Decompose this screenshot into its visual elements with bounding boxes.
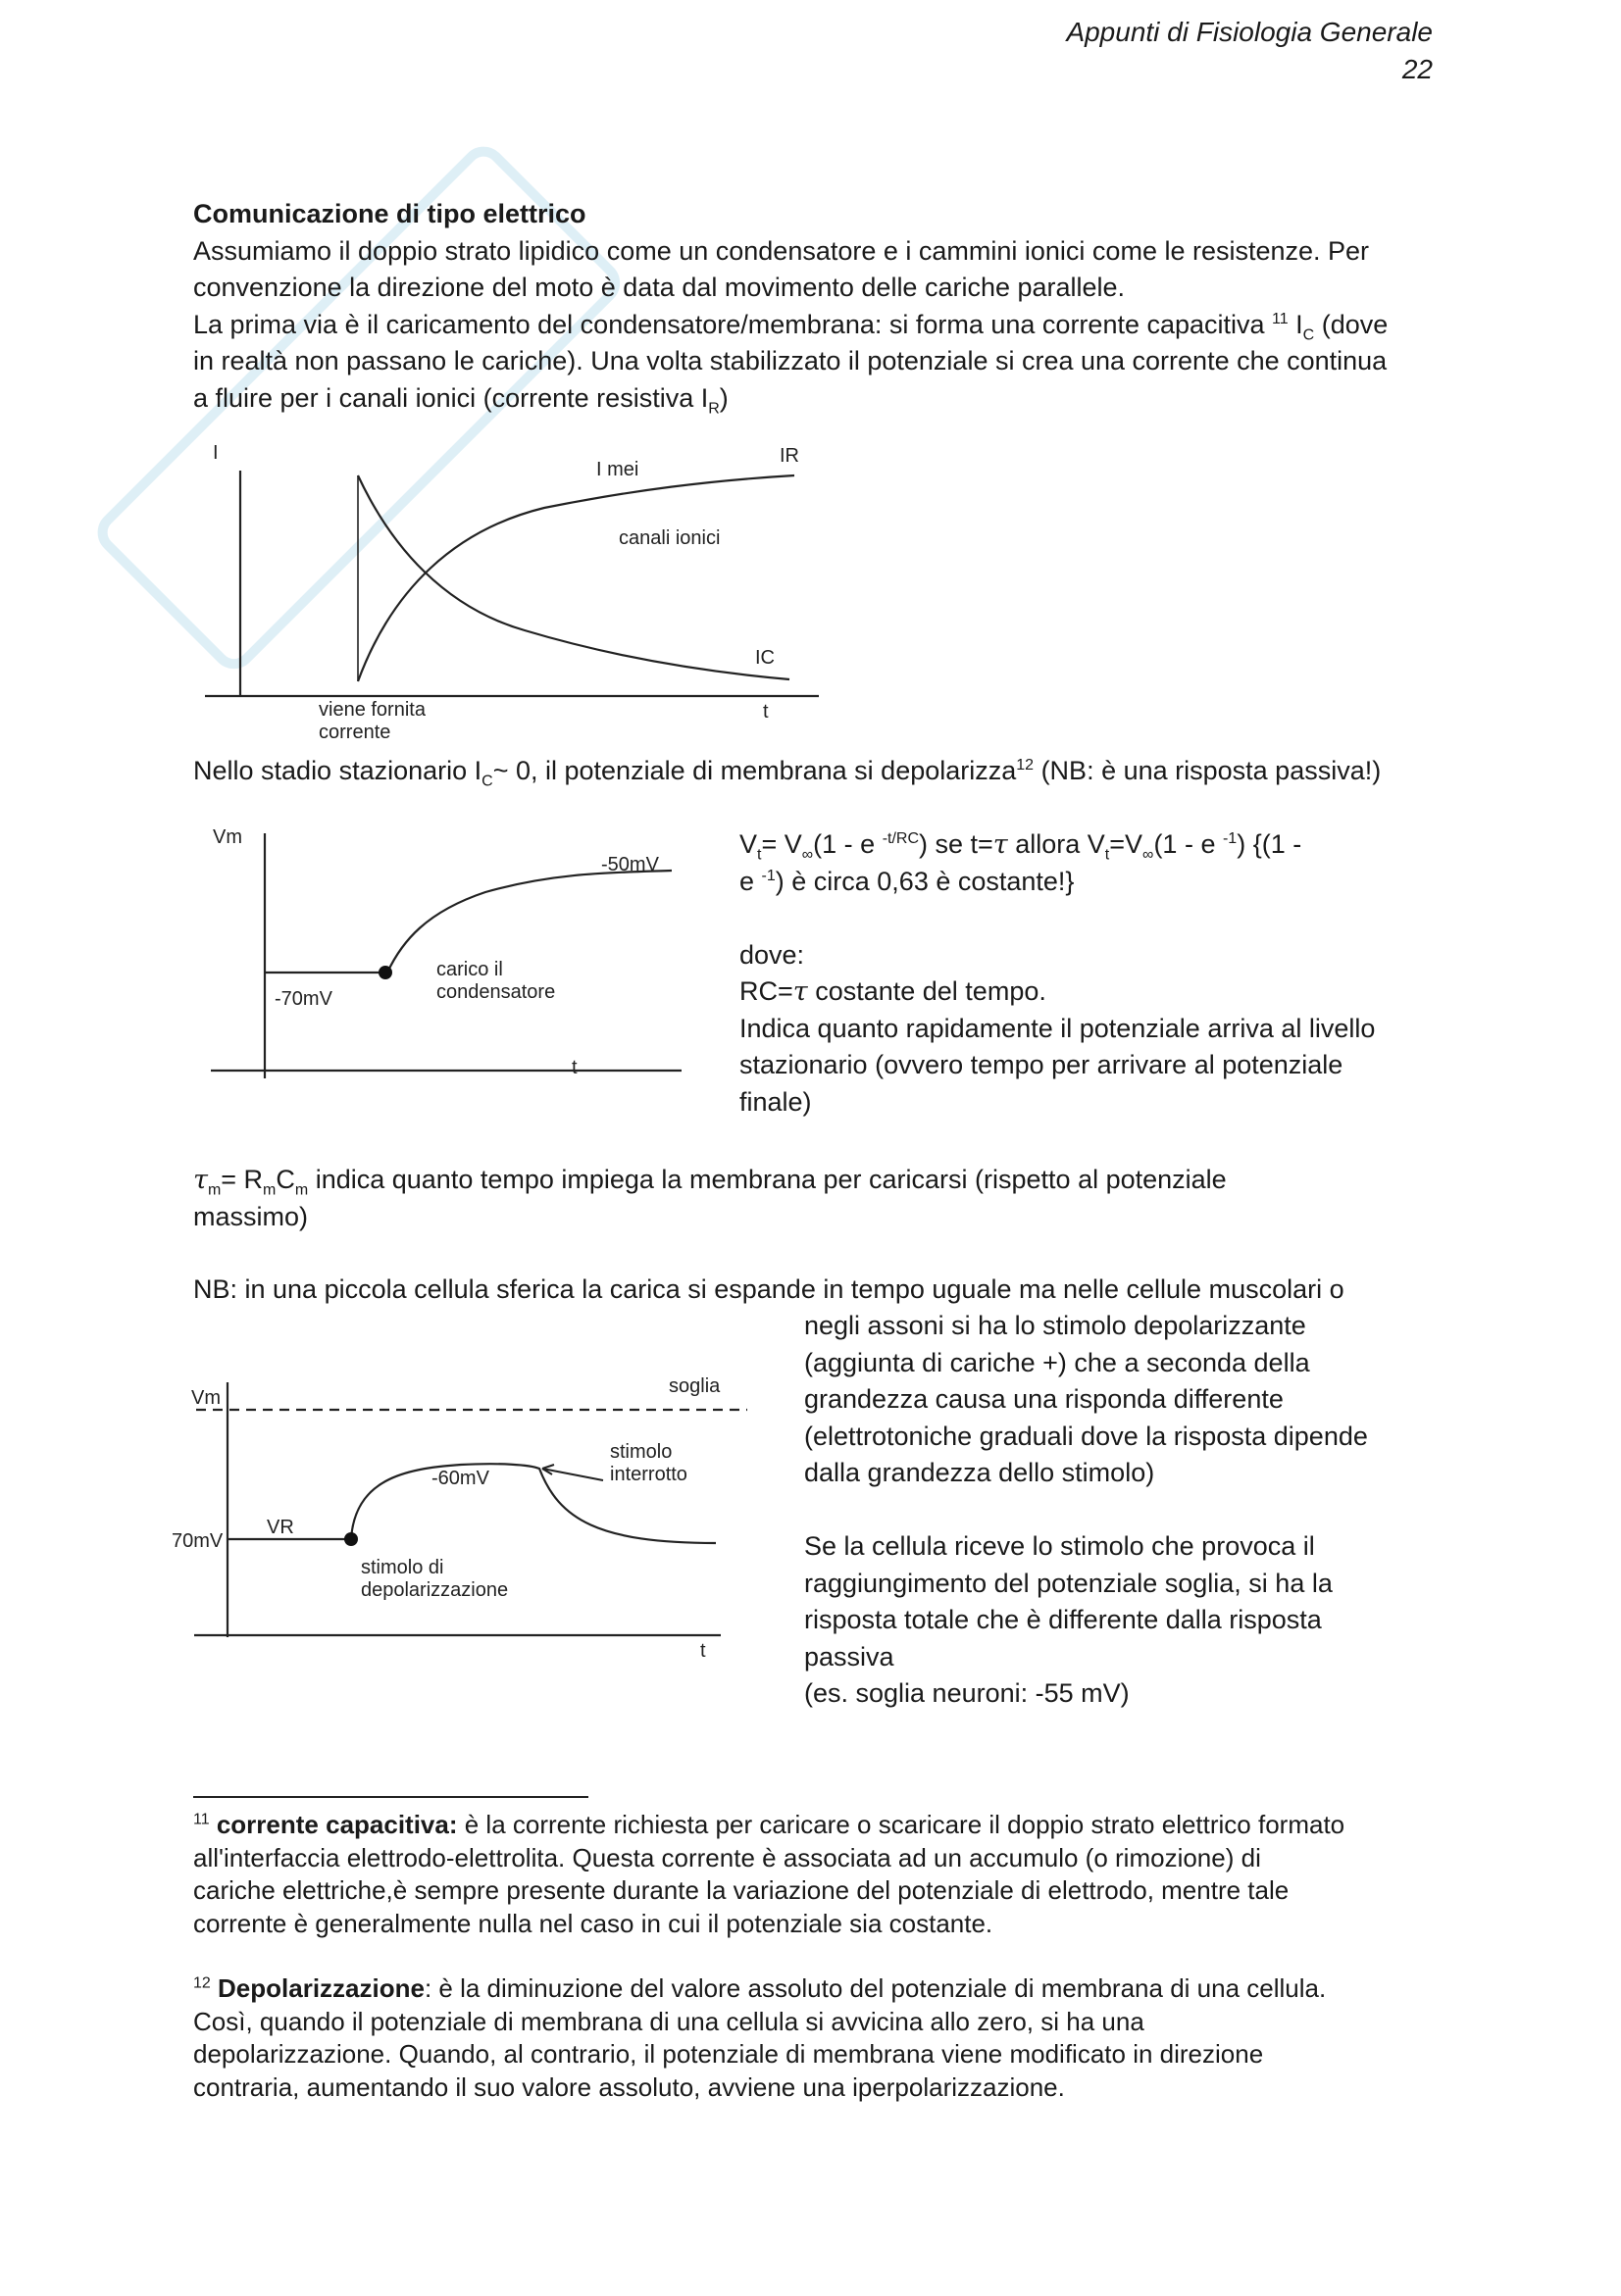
intro-line-5: a fluire per i canali ionici (corrente resistiva $I_R$) — [193, 382, 729, 417]
formula-indica-3: finale) — [739, 1086, 812, 1117]
figure-capacitive-current — [191, 431, 829, 755]
formula-rc: RC=τ costante del tempo. — [739, 976, 1046, 1007]
fig3-y-label: Vm — [191, 1387, 221, 1409]
fig1-ir-curve — [358, 475, 794, 681]
fig1-label-ir: IR — [780, 445, 799, 467]
intro-line-2: convenzione la direzione del moto è data dal movimento delle cariche parallele. — [193, 273, 1126, 302]
fig2-stimulus-point — [379, 966, 392, 979]
nb-line-1: NB: in una piccola cellula sferica la carica si espande in tempo uguale ma nelle cellule muscolari o — [193, 1274, 1344, 1304]
fig3-x-label: t — [700, 1640, 706, 1662]
fig3-label-stimolo-1: stimolo — [610, 1441, 673, 1463]
fig3-label-dep-1: stimolo di — [361, 1557, 444, 1578]
stationary-paragraph: Nello stadio stazionario $I_C\sim$ 0, il potenziale di membrana si depolarizza$^{12}$ (NB: è una risposta passiva!) — [193, 756, 1382, 790]
formula-indica-2: stazionario (ovvero tempo per arrivare al potenziale — [739, 1050, 1343, 1079]
fig2-label-carico-2: condensatore — [436, 981, 556, 1003]
nb-right-column: negli assoni si ha lo stimolo depolarizzante (aggiunta di cariche +) che a seconda della grandezza causa una risponda differente (elettrotoniche graduali dove la risposta dipende dalla grandezza dello stimolo) Se la cellula riceve lo stimolo che provoca il raggiungimento del potenziale soglia, si ha la risposta totale che è differente dalla risposta passiva (es. soglia neuroni: -55 mV) — [804, 1311, 1368, 1708]
header-title: Appunti di Fisiologia Generale — [1066, 17, 1433, 47]
fig2-label-carico-1: carico il — [436, 959, 503, 980]
fig3-label-soglia: soglia — [669, 1375, 721, 1397]
fig1-label-ic: IC — [755, 647, 775, 669]
page-number: 22 — [1401, 54, 1433, 84]
fig3-label-dep-2: depolarizzazione — [361, 1579, 509, 1601]
footnote-12: $^{12}$ Depolarizzazione: è la diminuzione del valore assoluto del potenziale di membrana di una cellula. Così, quando il potenziale di membrana di una cellula si avvicina allo zero, si ha una depolarizzazione. Quando, al contrario, il potenziale di membrana viene modificato in direzione contraria, aumentando il suo valore assoluto, avviene una iperpolarizzazione. — [193, 1973, 1327, 2102]
footnote-11: $^{11}$ corrente capacitiva: è la corrente richiesta per caricare o scaricare il doppio strato elettrico formato all'interfaccia elettrodo-elettrolita. Questa corrente è associata ad un accumulo (o rimozione) di cariche elettriche,è sempre presente durante la variazione del potenziale di elettrodo, mentre tale corrente è generalmente nulla nel caso in cui il potenziale sia costante. — [193, 1810, 1345, 1938]
intro-line-1: Assumiamo il doppio strato lipidico come un condensatore e i cammini ionici come le resistenze. Per — [193, 235, 1370, 266]
footnote-ref-11[interactable]: 11 — [1272, 310, 1289, 327]
fig2-label-minus50: -50mV — [601, 854, 659, 875]
fig2-x-label: t — [572, 1057, 578, 1078]
fig1-label-viene-2: corrente — [319, 722, 391, 743]
fig3-stimulus-point — [344, 1532, 358, 1546]
figure-membrane-charging — [191, 814, 721, 1088]
fig1-ic-curve — [358, 475, 789, 679]
fig1-label-canali: canali ionici — [619, 527, 721, 549]
fig1-y-label: I — [213, 442, 219, 464]
page-header — [1066, 14, 1433, 88]
fig2-label-minus70: -70mV — [275, 988, 332, 1010]
fig3-label-vr: VR — [267, 1517, 294, 1538]
formula-line-2: e $^{-1}$) è circa 0,63 è costante!} — [739, 866, 1075, 896]
tau-m-paragraph: $\tau_m= R_mC_m$ indica quanto tempo impiega la membrana per caricarsi (rispetto al potenziale massimo) — [193, 1165, 1227, 1231]
fig2-y-label: Vm — [213, 826, 242, 848]
footnote-separator — [193, 1796, 588, 1798]
fig3-label-70: 70mV — [172, 1530, 224, 1552]
fig1-x-label: t — [763, 701, 769, 723]
fig1-label-imei: I mei — [596, 459, 639, 480]
fig1-label-viene-1: viene fornita — [319, 699, 426, 721]
figure-threshold-stimulus — [167, 1363, 765, 1676]
section-title: Comunicazione di tipo elettrico — [193, 199, 586, 228]
fig3-label-minus60: -60mV — [431, 1468, 489, 1489]
intro-line-4: in realtà non passano le cariche). Una volta stabilizzato il potenziale si crea una corrente che continua — [193, 346, 1388, 375]
footnote-ref-12[interactable]: 12 — [1016, 757, 1035, 774]
fig3-label-stimolo-2: interrotto — [610, 1464, 687, 1485]
formula-indica-1: Indica quanto rapidamente il potenziale arriva al livello — [739, 1013, 1376, 1043]
formula-block — [739, 826, 1445, 1121]
intro-line-3: La prima via è il caricamento del condensatore/membrana: si forma una corrente capacitiva $^{11}$ $I_C$ (dove — [193, 309, 1389, 343]
formula-line-1: $V_t= V_\infty(1 - e$ $^{-t/RC}$) se t=τ allora $V_t=V_\infty(1 - e$ $^{-1}$) {(1 - — [739, 829, 1302, 864]
intro-section — [193, 196, 1458, 417]
fig2-vm-curve — [265, 871, 672, 973]
formula-dove: dove: — [739, 939, 805, 970]
